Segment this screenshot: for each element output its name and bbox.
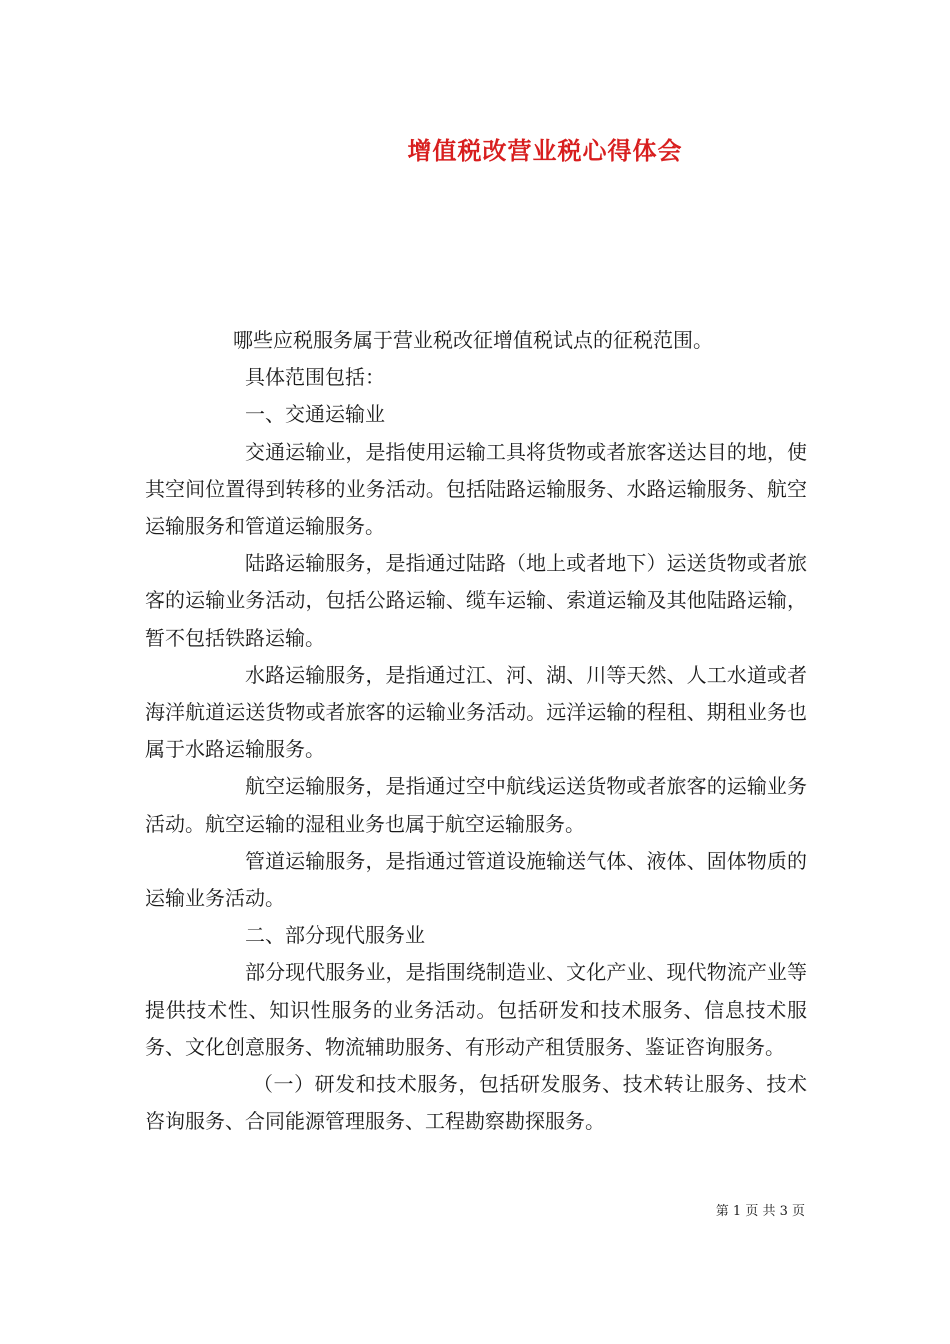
paragraph: 航空运输服务，是指通过空中航线运送货物或者旅客的运输业务活动。航空运输的湿租业务也属于航空运输服务。 (145, 774, 807, 836)
page-footer: 第 1 页 共 3 页 (715, 1204, 805, 1219)
document-body (145, 322, 807, 1140)
paragraph: 交通运输业，是指使用运输工具将货物或者旅客送达目的地，使其空间位置得到转移的业务活动。包括陆路运输服务、水路运输服务、航空运输服务和管道运输服务。 (145, 439, 807, 539)
paragraph: （一）研发和技术服务，包括研发服务、技术转让服务、技术咨询服务、合同能源管理服务、工程勘察勘探服务。 (145, 1072, 807, 1134)
paragraph: 水路运输服务，是指通过江、河、湖、川等天然、人工水道或者海洋航道运送货物或者旅客的运输业务活动。远洋运输的程租、期租业务也属于水路运输服务。 (145, 662, 807, 762)
paragraph: 陆路运输服务，是指通过陆路（地上或者地下）运送货物或者旅客的运输业务活动，包括公路运输、缆车运输、索道运输及其他陆路运输，暂不包括铁路运输。 (145, 551, 807, 650)
paragraph: 哪些应税服务属于营业税改征增值税试点的征税范围。 (233, 328, 713, 352)
paragraph: 部分现代服务业，是指围绕制造业、文化产业、现代物流产业等提供技术性、知识性服务的业务活动。包括研发和技术服务、信息技术服务、文化创意服务、物流辅助服务、有形动产租赁服务、鉴证咨询服务。 (145, 960, 807, 1059)
section-heading: 二、部分现代服务业 (245, 923, 425, 948)
document-title: 增值税改营业税心得体会 (407, 136, 683, 165)
paragraph: 具体范围包括： (245, 365, 385, 390)
section-heading: 一、交通运输业 (245, 402, 385, 427)
paragraph: 管道运输服务，是指通过管道设施输送气体、液体、固体物质的运输业务活动。 (145, 848, 807, 911)
